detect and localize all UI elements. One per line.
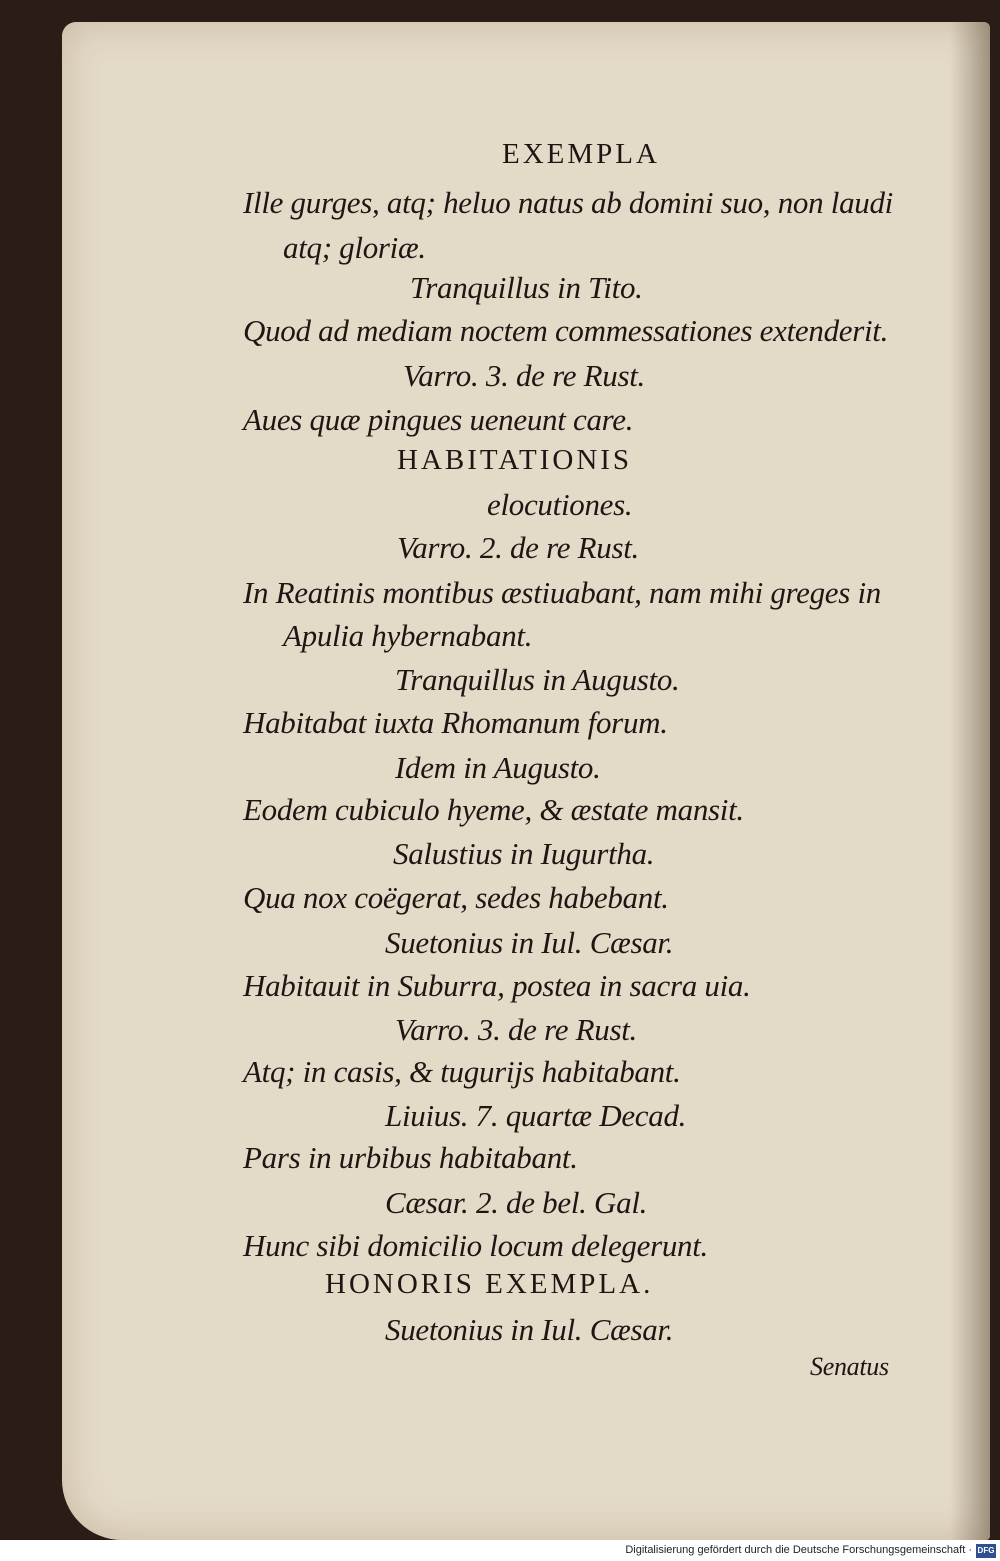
text-line: Habitauit in Suburra, postea in sacra uia. [243, 968, 751, 1003]
text-line: Liuius. 7. quartæ Decad. [385, 1098, 687, 1133]
text-line: Ille gurges, atq; heluo natus ab domini suo, non laudi [243, 185, 893, 220]
digitization-footer [0, 1540, 1000, 1561]
text-line: Aues quæ pingues ueneunt care. [243, 402, 634, 437]
text-line: Suetonius in Iul. Cæsar. [385, 1312, 674, 1347]
text-line: Idem in Augusto. [395, 750, 601, 785]
text-line: Suetonius in Iul. Cæsar. [385, 925, 674, 960]
text-line: elocutiones. [487, 487, 633, 522]
text-line: Tranquillus in Augusto. [395, 662, 680, 697]
text-line: Eodem cubiculo hyeme, & æstate mansit. [243, 792, 744, 827]
catchword: Senatus [810, 1352, 889, 1381]
text-line: Varro. 2. de re Rust. [397, 530, 639, 565]
text-line: Salustius in Iugurtha. [393, 836, 655, 871]
text-line: Habitabat iuxta Rhomanum forum. [243, 705, 668, 740]
dfg-logo-icon: DFG [976, 1544, 996, 1558]
text-line: HONORIS EXEMPLA. [325, 1268, 654, 1300]
text-line: Varro. 3. de re Rust. [403, 358, 645, 393]
footer-text: Digitalisierung gefördert durch die Deutsche Forschungsgemeinschaft · [625, 1544, 972, 1556]
text-line: HABITATIONIS [397, 444, 633, 476]
text-line: Hunc sibi domicilio locum delegerunt. [243, 1228, 709, 1263]
text-line: Qua nox coëgerat, sedes habebant. [243, 880, 669, 915]
text-line: atq; gloriæ. [283, 230, 426, 265]
text-line: Apulia hybernabant. [283, 618, 533, 653]
running-header: EXEMPLA [502, 138, 660, 170]
text-line: Pars in urbibus habitabant. [243, 1140, 578, 1175]
text-line: Atq; in casis, & tugurijs habitabant. [243, 1054, 681, 1089]
text-line: Cæsar. 2. de bel. Gal. [385, 1185, 648, 1220]
text-line: Tranquillus in Tito. [410, 270, 643, 305]
text-line: Varro. 3. de re Rust. [395, 1012, 637, 1047]
text-line: In Reatinis montibus æstiuabant, nam mihi greges in [243, 575, 881, 610]
text-line: Quod ad mediam noctem commessationes extenderit. [243, 313, 889, 348]
